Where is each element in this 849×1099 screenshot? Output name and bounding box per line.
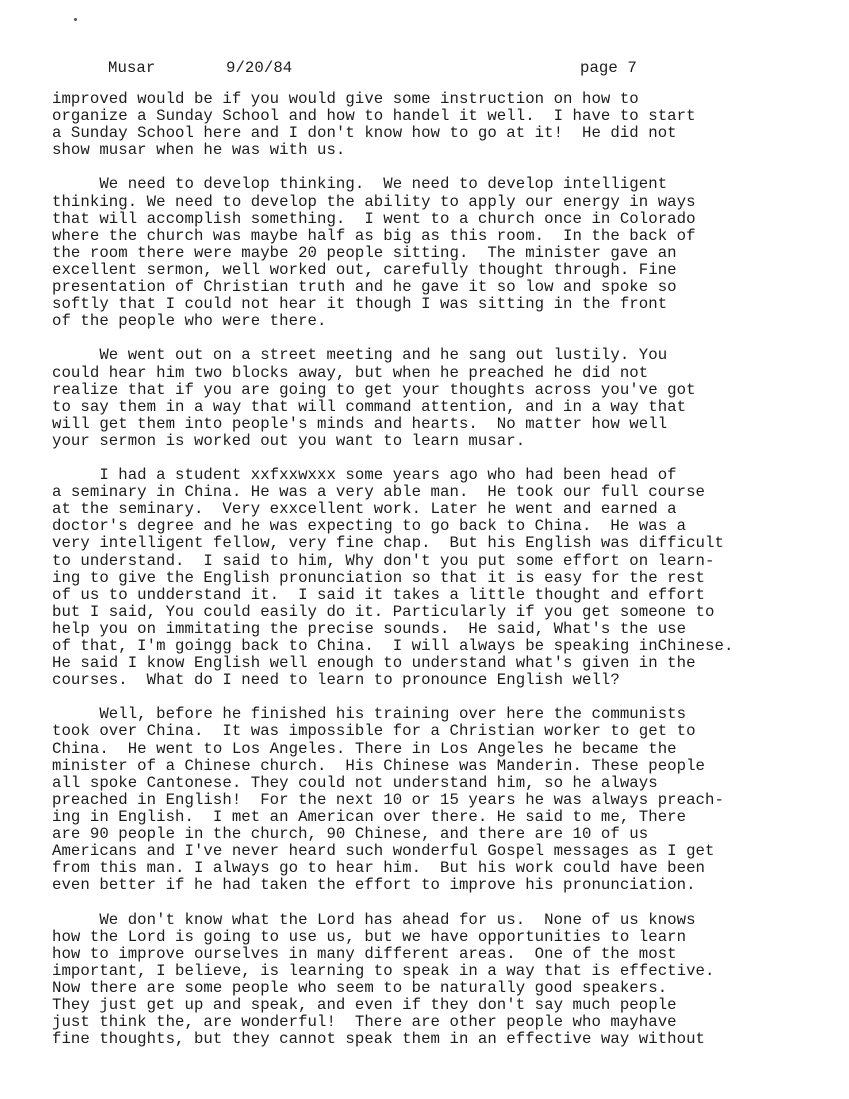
text-line: are 90 people in the church, 90 Chinese, and there are 10 of us <box>52 825 649 844</box>
text-line: will get them into people's minds and hearts. No matter how well <box>52 414 668 433</box>
text-line: minister of a Chinese church. His Chinese was Manderin. These people <box>52 756 706 775</box>
text-line: just think the, are wonderful! There are other people who mayhave <box>52 1013 677 1032</box>
text-line: could hear him two blocks away, but when he preached he did not <box>52 363 649 382</box>
text-line: realize that if you are going to get your thoughts across you've got <box>52 380 696 399</box>
text-line: took over China. It was impossible for a Christian worker to get to <box>52 722 696 741</box>
text-line: doctor's degree and he was expecting to go back to China. He was a <box>52 517 687 536</box>
text-line: We don't know what the Lord has ahead for us. None of us knows <box>52 910 696 929</box>
header-page-number: page 7 <box>580 59 637 77</box>
header-date: 9/20/84 <box>226 59 293 77</box>
text-line: a Sunday School here and I don't know how to go at it! He did not <box>52 124 677 143</box>
text-line: of that, I'm goingg back to China. I will always be speaking inChinese. <box>52 637 734 655</box>
header-title: Musar <box>108 59 156 77</box>
text-line: presentation of Christian truth and he gave it so low and spoke so <box>52 278 677 297</box>
text-line: organize a Sunday School and how to handel it well. I have to start <box>52 107 696 126</box>
text-line: softly that I could not hear it though I was sitting in the front <box>52 295 668 314</box>
text-line: Well, before he finished his training over here the communists <box>52 705 687 724</box>
text-line: a seminary in China. He was a very able man. He took our full course <box>52 483 706 502</box>
text-line: Americans and I've never heard such wonderful Gospel messages as I get <box>52 842 715 861</box>
page-header <box>0 58 849 78</box>
text-line: I had a student xxfxxwxxx some years ago who had been head of <box>52 466 677 485</box>
text-line: where the church was maybe half as big as this room. In the back of <box>52 226 696 245</box>
text-line: of the people who were there. <box>52 312 327 331</box>
text-line: excellent sermon, well worked out, carefully thought through. Fine <box>52 260 677 279</box>
text-line: how the Lord is going to use us, but we have opportunities to learn <box>52 927 687 946</box>
text-line: help you on immitating the precise sounds. He said, What's the use <box>52 619 687 638</box>
document-body <box>52 91 812 1065</box>
paragraph <box>52 347 812 450</box>
paragraph <box>52 912 812 1049</box>
text-line: improved would be if you would give some instruction on how to <box>52 90 639 108</box>
text-line: China. He went to Los Angeles. There in Los Angeles he became the <box>52 739 677 758</box>
paragraph <box>52 467 812 689</box>
text-line: the room there were maybe 20 people sitting. The minister gave an <box>52 243 677 262</box>
stray-mark <box>74 18 77 21</box>
paragraph <box>52 176 812 330</box>
text-line: They just get up and speak, and even if they don't say much people <box>52 995 677 1014</box>
text-line: courses. What do I need to learn to pronounce English well? <box>52 671 620 690</box>
text-line: preached in English! For the next 10 or 15 years he was always preach- <box>52 790 724 809</box>
paragraph <box>52 91 812 159</box>
text-line: fine thoughts, but they cannot speak them in an effective way without <box>52 1030 706 1049</box>
text-line: very intelligent fellow, very fine chap. But his English was difficult <box>52 534 724 553</box>
text-line: of us to undderstand it. I said it takes a little thought and effort <box>52 585 706 604</box>
paragraph <box>52 706 812 894</box>
text-line: at the seminary. Very exxcellent work. Later he went and earned a <box>52 500 677 519</box>
text-line: but I said, You could easily do it. Particularly if you get someone to <box>52 602 715 621</box>
text-line: how to improve ourselves in many different areas. One of the most <box>52 944 677 963</box>
text-line: show musar when he was with us. <box>52 141 346 160</box>
text-line: to say them in a way that will command attention, and in a way that <box>52 397 687 416</box>
text-line: ing to give the English pronunciation so that it is easy for the rest <box>52 568 706 587</box>
text-line: even better if he had taken the effort to improve his pronunciation. <box>52 876 696 895</box>
text-line: that will accomplish something. I went to a church once in Colorado <box>52 209 696 228</box>
text-line: He said I know English well enough to understand what's given in the <box>52 654 696 673</box>
text-line: important, I believe, is learning to speak in a way that is effective. <box>52 961 715 980</box>
text-line: to understand. I said to him, Why don't you put some effort on learn- <box>52 551 715 570</box>
text-line: We went out on a street meeting and he sang out lustily. You <box>52 346 668 365</box>
text-line: thinking. We need to develop the ability to apply our energy in ways <box>52 192 696 211</box>
text-line: from this man. I always go to hear him. But his work could have been <box>52 859 706 878</box>
text-line: your sermon is worked out you want to learn musar. <box>52 431 526 450</box>
text-line: all spoke Cantonese. They could not understand him, so he always <box>52 773 658 792</box>
text-line: Now there are some people who seem to be naturally good speakers. <box>52 978 668 997</box>
text-line: ing in English. I met an American over there. He said to me, There <box>52 807 687 826</box>
text-line: We need to develop thinking. We need to develop intelligent <box>52 175 668 194</box>
